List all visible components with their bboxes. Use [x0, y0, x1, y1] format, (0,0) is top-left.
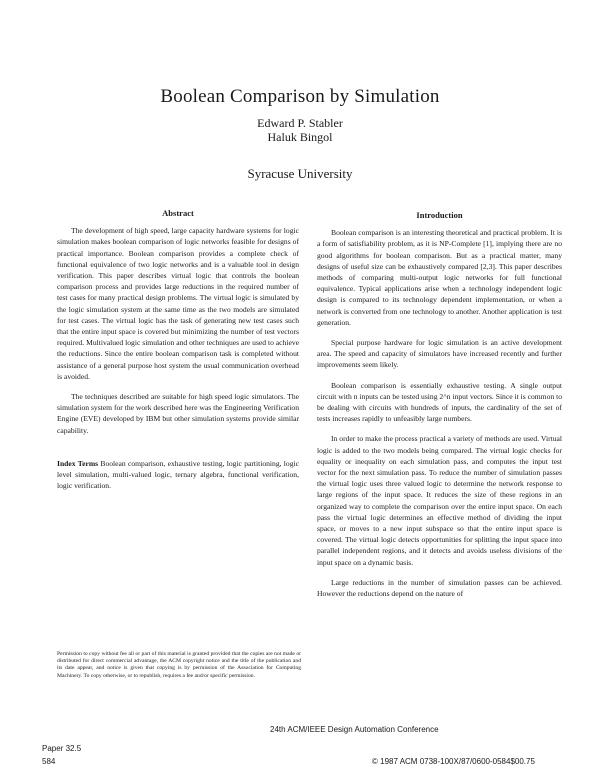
paper-number: Paper 32.5	[42, 744, 82, 753]
abstract-paragraph: The development of high speed, large capacity hardware systems for logic simulation makes boolean comparison of logic networks feasible for designs of practical importance. Boolean comparison provides a complete check of functional equivalence of two logic networks and is a valuable tool in design verification. This paper describes virtual logic that controls the boolean comparison process and provides large reductions in the required number of test cases for many practical design problems. The virtual logic is simulated by the logic simulation system at the same time as the two models are simulated for test cases. The virtual logic has the task of generating new test cases such that the entire input space is covered but minimizing the number of test vectors required. Multivalued logic simulation and other techniques are used to achieve the reductions. Since the entire boolean comparison task is completed without assistance of a general purpose host system the usual communication overhead is avoided.	[57, 226, 299, 381]
index-terms-text: Boolean comparison, exhaustive testing, logic partitioning, logic level simulation, multi-valued logic, ternary algebra, functional verification, logic verification.	[57, 458, 299, 491]
body-paragraph: Boolean comparison is essentially exhaustive testing. A single output circuit with n inputs can be tested using 2^n input vectors. Since it is common to be dealing with circuits with hundreds of inputs, the cardinality of the set of tests increases rapidly to unfeasibly large numbers.	[317, 380, 562, 424]
author-affiliation: Syracuse University	[247, 166, 353, 181]
author-name: Edward P. Stabler	[257, 116, 343, 130]
body-paragraph: Large reductions in the number of simulation passes can be achieved. However the reductions depend on the nature of	[317, 577, 562, 599]
permission-notice: Permission to copy without fee all or part of this material is granted provided that the copies are not made or distributed for direct commercial advantage, the ACM copyright notice and the title of the publication and its date appear, and notice is given that copying is by permission of the Association for Computing Machinery. To copy otherwise, or to republish, requires a fee and/or specific permission.	[57, 651, 301, 679]
conference-name: 24th ACM/IEEE Design Automation Conference	[270, 725, 439, 734]
author-name: Haluk Bingol	[267, 130, 333, 144]
right-column	[317, 210, 562, 608]
index-terms-label: Index Terms	[57, 458, 99, 468]
copyright-notice: © 1987 ACM 0738-100X/87/0600-0584$00.75	[372, 757, 535, 766]
page-number: 584	[42, 757, 56, 766]
body-paragraph: Boolean comparison is an interesting theoretical and practical problem. It is a form of satisfiability problem, as it is NP-Complete [1], implying there are no good algorithms for boolean comparison. But as a practical matter, many designs of useful size can be exhaustively compared [2,3]. This paper describes methods of comparing multi-output logic networks for full functional equivalence. Typical applications arise when a technology independent logic design is compared to its technology dependent implementation, or when a network is converted from one technology to another. Another application is test generation.	[317, 228, 562, 327]
abstract-heading: Abstract	[162, 208, 194, 218]
abstract-paragraph: The techniques described are suitable for high speed logic simulators. The simulation system for the work described here was the Engineering Verification Engine (EVE) developed by IBM but other simulation systems provide similar capability.	[57, 392, 299, 435]
introduction-heading: Introduction	[416, 210, 463, 220]
paper-title: Boolean Comparison by Simulation	[160, 86, 440, 107]
body-paragraph: Special purpose hardware for logic simulation is an active development area. The speed and capacity of simulators have increased recently and further improvements seem likely.	[317, 338, 562, 370]
left-column	[57, 208, 299, 500]
index-terms	[57, 458, 299, 492]
body-paragraph: In order to make the process practical a variety of methods are used. Virtual logic is added to the two models being compared. The virtual logic checks for equality or inequality on each simulation pass, and computes the input test vector for the next simulation pass. To reduce the number of simulation passes the virtual logic uses three valued logic to determine the network response to large regions of the input space. It reduces the size of these regions in an organized way to complete the comparison over the entire input space. On each pass the virtual logic determines an effective method of dividing the input space, or moves to a new input subspace so that the entire input space is covered. The virtual logic detects opportunities for splitting the input space into parallel independent regions, and it detects and avoids useless divisions of the input space on a dynamic basis.	[317, 434, 562, 567]
